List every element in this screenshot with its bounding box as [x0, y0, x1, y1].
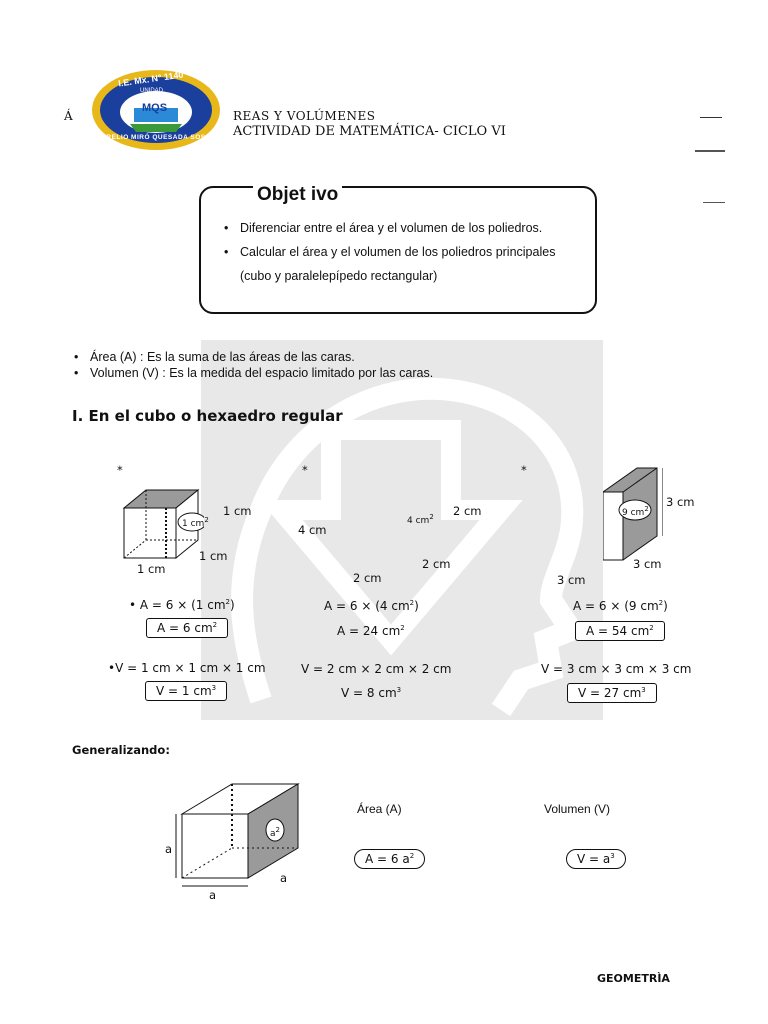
objective-list [224, 216, 584, 288]
cube-1-volume-result: V = 1 $cm^3$ [145, 681, 227, 701]
decor-line [700, 117, 722, 118]
general-edge-bottom: a [209, 888, 217, 902]
logo-text-bottom: AURELIO MIRÓ QUESADA SOSA [96, 134, 211, 141]
cube-2-edge-side: 4 cm [298, 523, 327, 537]
volume-formula-cloud: $V = a^3$ [566, 849, 626, 869]
list-item: • Volumen (V) : Es la medida del espacio limitado por las caras. [74, 366, 434, 380]
definition-volume: Volumen (V) : Es la medida del espacio limitado por las caras. [90, 366, 434, 380]
title-line-1: REAS Y VOLÚMENES [233, 109, 376, 123]
generalizing-title: Generalizando: [72, 743, 170, 757]
list-item: • Área (A) : Es la suma de las áreas de las caras. [74, 350, 355, 364]
cube-2-volume-formula: V = 2 cm × 2 cm × 2 cm [301, 662, 452, 676]
cube-1-face-label: 1 $cm^2$ [182, 516, 209, 529]
footer-subject: GEOMETRÌA [597, 972, 670, 985]
cube-marker: * [302, 463, 308, 477]
cube-2-area-formula: A = 6 × (4 $cm^2$) [324, 599, 419, 613]
definition-area: Área (A) : Es la suma de las áreas de las caras. [90, 350, 355, 364]
cube-2-edge-bottom: 2 cm [353, 571, 382, 585]
area-formula-cloud: A = 6 $a^2$ [354, 849, 425, 869]
cube-3-volume-formula: V = 3 cm × 3 cm × 3 cm [541, 662, 692, 676]
general-edge-left: a [165, 842, 173, 856]
cube-1-edge-side: 1 cm [199, 549, 228, 563]
volume-heading: Volumen (V) [544, 802, 611, 816]
cube-3-volume-result: V = 27 $cm^3$ [567, 683, 657, 703]
cube-1-area-formula: • A = 6 × (1 $cm^2$) [129, 598, 235, 612]
cube-3-face-label: 9 $cm^2$ [622, 505, 649, 518]
cube-2-edge-extra: 2 cm [422, 557, 451, 571]
cube-marker: * [521, 463, 527, 477]
cube-1-edge-bottom: 1 cm [137, 562, 166, 576]
list-item: • Diferenciar entre el área y el volumen de los poliedros. [224, 221, 543, 235]
cube-3-area-formula: A = 6 × (9 $cm^2$) [573, 599, 668, 613]
logo-text-mid: MQS [142, 102, 168, 114]
cube-marker: * [117, 463, 123, 477]
cube-3-edge-side: 3 cm [633, 557, 662, 571]
title-line-2: ACTIVIDAD DE MATEMÁTICA- CICLO VI [233, 124, 506, 139]
cube-3-area-result: A = 54 $cm^2$ [575, 621, 665, 641]
cube-2-face-label: 4 $cm^2$ [407, 513, 434, 526]
general-edge-depth: a [280, 871, 288, 885]
cube-1-area-result: A = 6 $cm^2$ [146, 618, 228, 638]
cube-2-area-result: A = 24 $cm^2$ [337, 624, 405, 638]
logo-text-top: I.E. Mx. N° 1140 [117, 69, 185, 89]
school-logo [90, 68, 222, 152]
cube-2-volume-result: V = 8 $cm^3$ [341, 686, 402, 700]
cube-1-volume-formula: •V = 1 cm × 1 cm × 1 cm [108, 661, 266, 675]
objective-item: Diferenciar entre el área y el volumen de los poliedros. [240, 221, 543, 235]
list-item: • Calcular el área y el volumen de los poliedros principales [224, 245, 556, 259]
cube-3-edge-bottom: 3 cm [557, 573, 586, 587]
decor-line [703, 202, 725, 203]
definitions-list [74, 349, 433, 381]
cube-1-edge-top: 1 cm [223, 504, 252, 518]
decor-line [695, 150, 725, 152]
header-accent-letter: Á [64, 109, 73, 123]
section-title: I. En el cubo o hexaedro regular [72, 407, 343, 425]
objective-continuation: (cubo y paralelepípedo rectangular) [240, 269, 438, 283]
objective-item: Calcular el área y el volumen de los poliedros principales [240, 245, 556, 259]
general-face-label: $a^2$ [270, 826, 280, 839]
cube-3-edge-top: 3 cm [666, 495, 695, 509]
cube-2-edge-top: 2 cm [453, 504, 482, 518]
objective-title: Objet ivo [253, 184, 342, 206]
area-heading: Área (A) [357, 802, 402, 816]
logo-text-unidad: UNIDAD [140, 88, 164, 94]
